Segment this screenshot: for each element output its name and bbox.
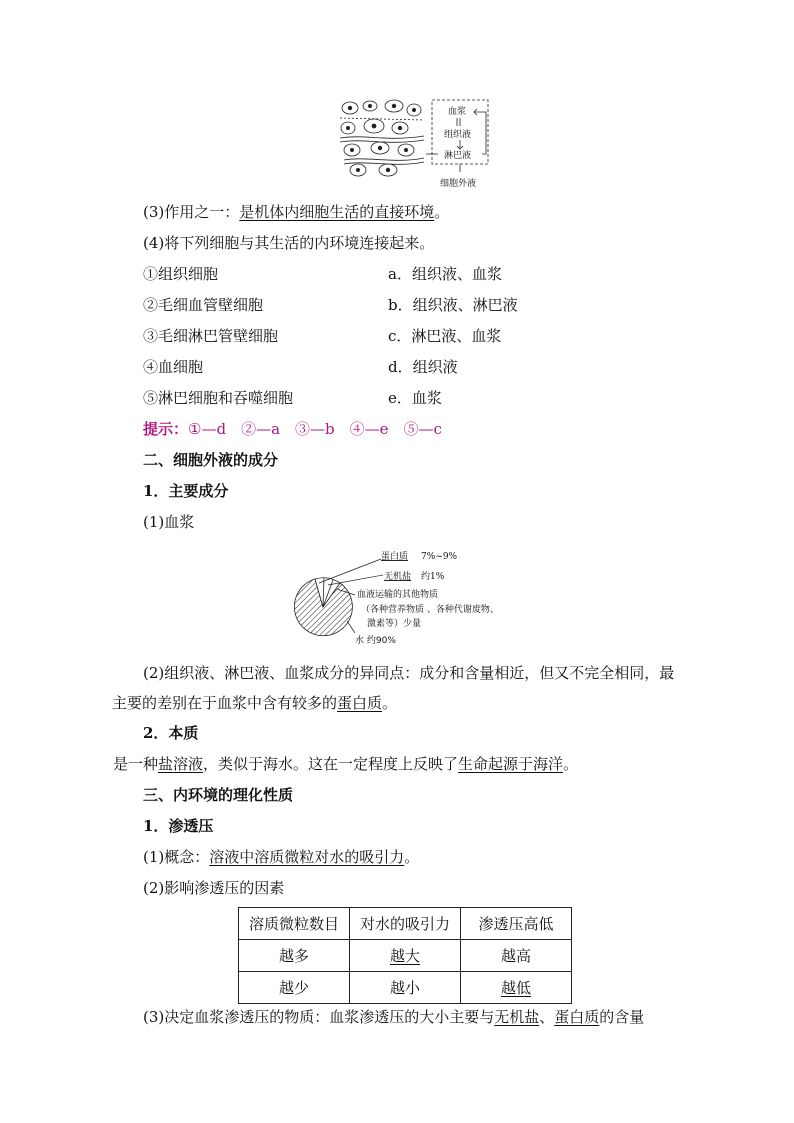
section-2-sub-1: 1．主要成分 bbox=[143, 482, 229, 500]
table-header-cell: 渗透压高低 bbox=[461, 908, 572, 940]
pie-label-other-3: 激素等）少量 bbox=[367, 619, 422, 629]
table-cell: 越大 bbox=[350, 940, 461, 972]
match-right-1: a．组织液、血浆 bbox=[388, 265, 502, 283]
fluid-label-lymph: 淋巴液 bbox=[444, 151, 472, 161]
match-left-1: ①组织细胞 bbox=[143, 265, 219, 283]
table-cell: 越小 bbox=[350, 972, 461, 1004]
table-cell: 越多 bbox=[239, 940, 350, 972]
hint-label: 提示： bbox=[143, 420, 189, 438]
section-3-sub-1: 1．渗透压 bbox=[143, 817, 214, 835]
pie-label-other-2: （各种营养物质 、各种代谢废物、 bbox=[361, 605, 499, 615]
paragraph-2-composition: (2)组织液、淋巴液、血浆成分的异同点：成分和含量相近，但又不完全相同，最主要的差别在于血浆中含有较多的蛋白质。 bbox=[112, 664, 675, 712]
table-header-cell: 对水的吸引力 bbox=[350, 908, 461, 940]
pie-label-water: 水 约90% bbox=[355, 636, 396, 646]
section-2-title: 二、细胞外液的成分 bbox=[143, 451, 279, 469]
table-header-cell: 溶质微粒数目 bbox=[239, 908, 350, 940]
table-row bbox=[239, 972, 572, 1004]
plasma-heading: (1)血浆 bbox=[143, 513, 195, 531]
pie-value-salt: 约1% bbox=[421, 572, 445, 582]
hint bbox=[143, 418, 442, 440]
factors-heading: (2)影响渗透压的因素 bbox=[143, 879, 285, 897]
pie-label-other-1: 血液运输的其他物质 bbox=[357, 590, 439, 600]
item-3-plasma-osmotic: (3)决定血浆渗透压的物质：血浆渗透压的大小主要与无机盐、蛋白质的含量 bbox=[143, 1008, 645, 1026]
pie-value-protein: 7%~9% bbox=[421, 552, 458, 562]
table-header-row bbox=[239, 908, 572, 940]
match-right-3: c．淋巴液、血浆 bbox=[388, 327, 502, 345]
nature-paragraph: 是一种盐溶液，类似于海水。这在一定程度上反映了生命起源于海洋。 bbox=[113, 755, 579, 773]
section-3-title: 三、内环境的理化性质 bbox=[143, 786, 294, 804]
match-right-2: b．组织液、淋巴液 bbox=[388, 296, 518, 314]
table-cell: 越低 bbox=[461, 972, 572, 1004]
match-left-2: ②毛细血管壁细胞 bbox=[143, 296, 264, 314]
table-cell: 越少 bbox=[239, 972, 350, 1004]
match-left-3: ③毛细淋巴管壁细胞 bbox=[143, 327, 279, 345]
concept-line: (1)概念：溶液中溶质微粒对水的吸引力。 bbox=[143, 848, 420, 866]
section-2-sub-2: 2．本质 bbox=[143, 724, 199, 742]
fluid-label-plasma: 血浆 bbox=[448, 107, 467, 117]
table-cell: 越高 bbox=[461, 940, 572, 972]
pie-label-salt: 无机盐 bbox=[384, 572, 412, 582]
plasma-composition-pie bbox=[285, 545, 535, 650]
match-left-5: ⑤淋巴细胞和吞噬细胞 bbox=[143, 389, 294, 407]
osmotic-pressure-table bbox=[238, 907, 572, 1004]
pie-label-protein: 蛋白质 bbox=[381, 552, 409, 562]
item-3-function: (3)作用之一：是机体内细胞生活的直接环境。 bbox=[143, 203, 450, 221]
match-left-4: ④血细胞 bbox=[143, 358, 204, 376]
tissue-cells-drawing bbox=[340, 98, 424, 180]
fluid-label-tissue: 组织液 bbox=[444, 130, 472, 140]
match-right-5: e．血浆 bbox=[388, 389, 442, 407]
item-4-instruction: (4)将下列细胞与其生活的内环境连接起来。 bbox=[143, 234, 435, 252]
fluid-caption: 细胞外液 bbox=[440, 179, 477, 189]
match-right-4: d．组织液 bbox=[388, 358, 458, 376]
table-row bbox=[239, 940, 572, 972]
hint-answers: ①—d ②—a ③—b ④—e ⑤—c bbox=[188, 420, 442, 438]
extracellular-fluid-diagram bbox=[336, 94, 496, 192]
